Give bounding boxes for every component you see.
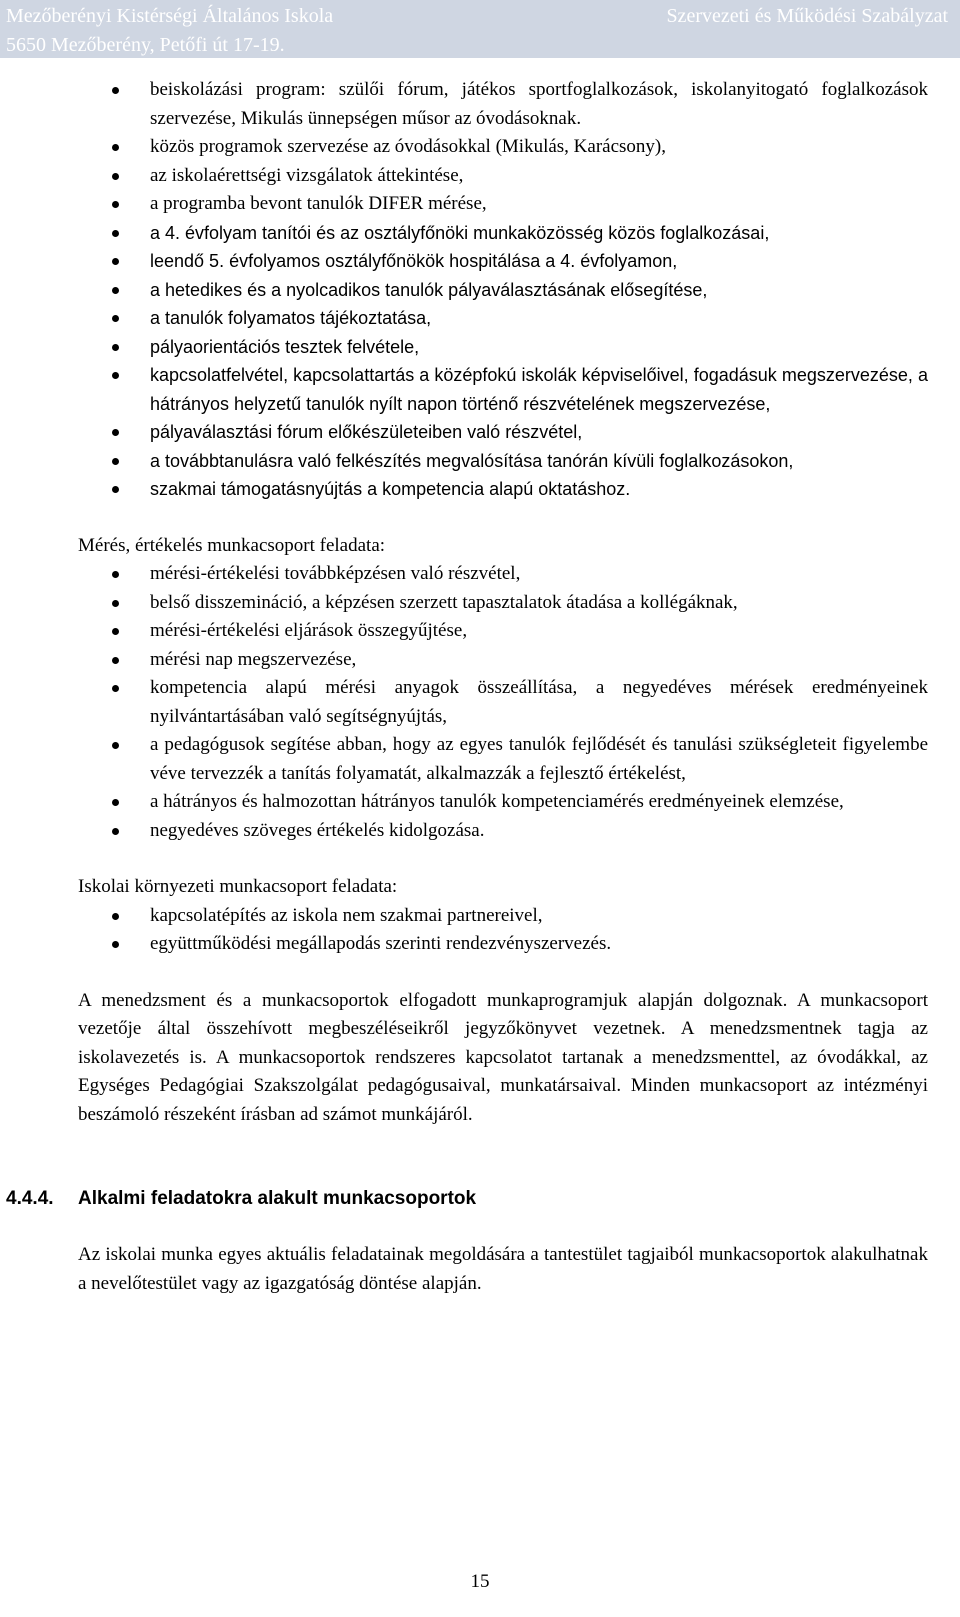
task-list-1 (78, 76, 928, 504)
list-item: leendő 5. évfolyamos osztályfőnökök hospitálása a 4. évfolyamon, (78, 247, 928, 276)
list-item: a hátrányos és halmozottan hátrányos tanulók kompetenciamérés eredményeinek elemzése, (78, 788, 928, 817)
list-item: mérési-értékelési eljárások összegyűjtése, (78, 617, 928, 646)
school-address: 5650 Mezőberény, Petőfi út 17-19. (6, 34, 285, 56)
list-item: pályaorientációs tesztek felvétele, (78, 333, 928, 362)
section-number: 4.4.4. (6, 1188, 54, 1209)
list-item: beiskolázási program: szülői fórum, játékos sportfoglalkozások, iskolanyitogató foglalkozások szervezése, Mikulás ünnepségen műsor az óvodásoknak. (78, 76, 928, 133)
list-item: a továbbtanulásra való felkészítés megvalósítása tanórán kívüli foglalkozásokon, (78, 447, 928, 476)
list-item: a tanulók folyamatos tájékoztatása, (78, 304, 928, 333)
list-item: az iskolaérettségi vizsgálatok áttekintése, (78, 162, 928, 191)
header-left (6, 4, 333, 62)
page-number: 15 (470, 1571, 490, 1592)
list-item: a programba bevont tanulók DIFER mérése, (78, 190, 928, 219)
list-item: kompetencia alapú mérési anyagok összeállítása, a negyedéves mérések eredményeinek nyilvántartásában való segítségnyújtás, (78, 674, 928, 731)
list-item: kapcsolatfelvétel, kapcsolattartás a középfokú iskolák képviselőivel, fogadásuk megszervezése, a hátrányos helyzetű tanulók nyílt napon történő részvételének megszervezése, (78, 361, 928, 418)
management-paragraph: A menedzsment és a munkacsoportok elfogadott munkaprogramjuk alapján dolgoznak. A munkacsoport vezetője által összehívott megbeszéléseikről jegyzőkönyvet vezetnek. A menedzsmentnek tagja az iskolavezetés is. A munkacsoportok rendszeres kapcsolatot tartanak a menedzsmenttel, az óvodákkal, az Egységes Pedagógiai Szakszolgálat pedagógusaival, munkatársaival. Minden munkacsoport az intézményi beszámoló részeként írásban ad számot munkájáról. (78, 989, 928, 1125)
list-item: együttműködési megállapodás szerinti rendezvényszervezés. (78, 930, 928, 959)
document-title: Szervezeti és Működési Szabályzat (666, 5, 948, 27)
list-item: pályaválasztási fórum előkészületeiben való részvétel, (78, 418, 928, 447)
section-heading (6, 1185, 928, 1213)
iskolai-heading: Iskolai környezeti munkacsoport feladata: (78, 876, 398, 897)
meres-list (78, 560, 928, 845)
iskolai-list (78, 902, 928, 959)
occasional-groups-paragraph: Az iskolai munka egyes aktuális feladatainak megoldására a tantestület tagjaiból munkacsoportok alakulhatnak a nevelőtestület vagy az igazgatóság döntése alapján. (78, 1244, 928, 1294)
section-title: Alkalmi feladatokra alakult munkacsoportok (78, 1188, 477, 1209)
meres-heading: Mérés, értékelés munkacsoport feladata: (78, 534, 386, 556)
page-content (6, 76, 928, 1298)
list-item: a 4. évfolyam tanítói és az osztályfőnöki munkaközösség közös foglalkozásai, (78, 219, 928, 248)
list-item: a hetedikes és a nyolcadikos tanulók pályaválasztásának elősegítése, (78, 276, 928, 305)
list-item: közös programok szervezése az óvodásokkal (Mikulás, Karácsony), (78, 133, 928, 162)
list-item: mérési nap megszervezése, (78, 646, 928, 675)
list-item: kapcsolatépítés az iskola nem szakmai partnereivel, (78, 902, 928, 931)
page-header (0, 0, 960, 58)
list-item: a pedagógusok segítése abban, hogy az egyes tanulók fejlődését és tanulási szükségleteit figyelembe véve tervezzék a tanítás folyamatát, alkalmazzák a fejlesztő értékelést, (78, 731, 928, 788)
list-item: negyedéves szöveges értékelés kidolgozása. (78, 817, 928, 846)
list-item: belső disszemináció, a képzésen szerzett tapasztalatok átadása a kollégáknak, (78, 589, 928, 618)
header-right (666, 4, 948, 33)
school-name: Mezőberényi Kistérségi Általános Iskola (6, 5, 334, 27)
list-item: mérési-értékelési továbbképzésen való részvétel, (78, 560, 928, 589)
list-item: szakmai támogatásnyújtás a kompetencia alapú oktatáshoz. (78, 475, 928, 504)
